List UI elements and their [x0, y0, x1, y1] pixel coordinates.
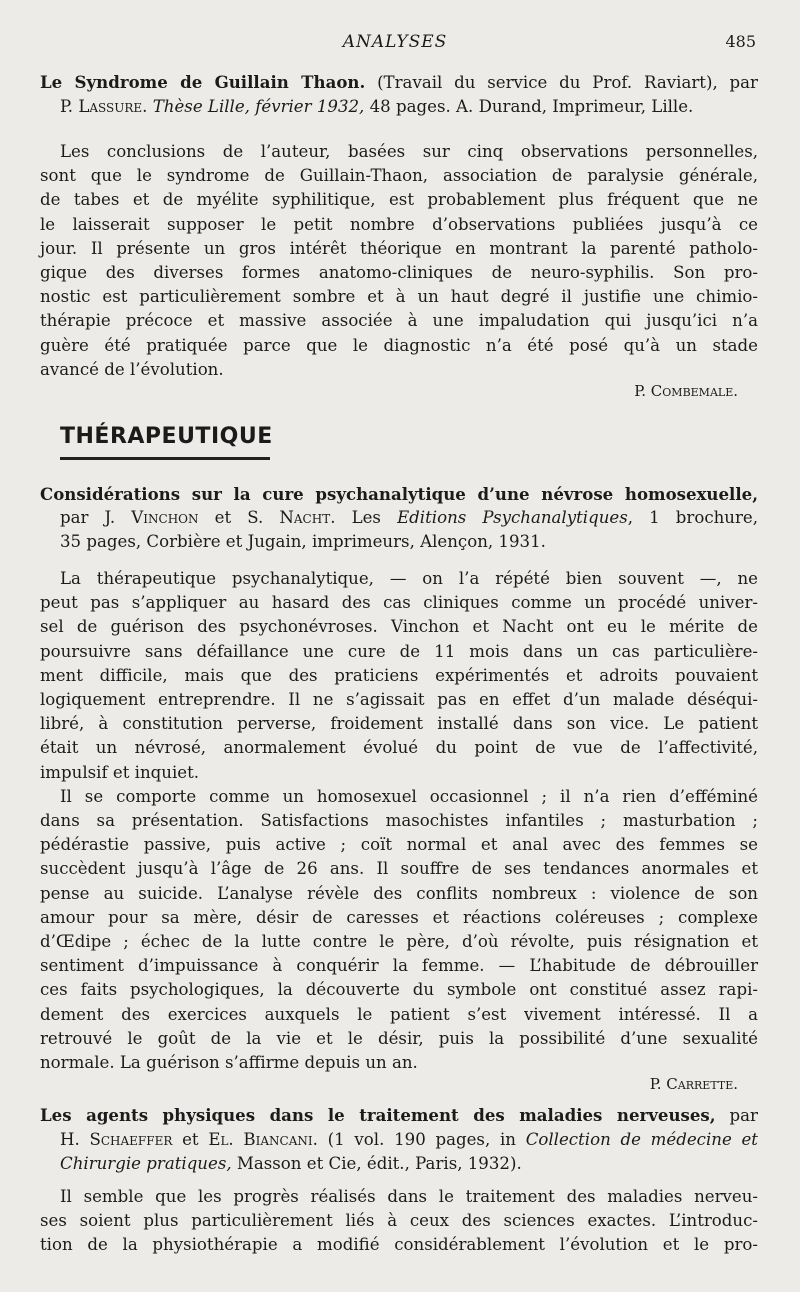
article-author: P. Lassure. [60, 97, 148, 117]
section-underline [60, 457, 270, 460]
article-1-citation [40, 70, 758, 119]
article-series: Collection de médecine et [525, 1130, 758, 1150]
page-number: 485 [725, 32, 756, 51]
article-2-body [40, 567, 758, 1093]
paragraph-line: d’Œdipe ; échec de la lutte contre le père, d’où révolte, puis résignation et [40, 932, 758, 952]
article-details: (1 vol. 190 pages, in [327, 1130, 516, 1150]
article-3-body [40, 1185, 758, 1258]
paragraph-line: dans sa présentation. Satisfactions masochistes infantiles ; masturbation ; [40, 811, 758, 831]
article-details: 48 pages. A. Durand, Imprimeur, Lille. [369, 97, 694, 117]
paragraph-line: logiquement entreprendre. Il ne s’agissait pas en effet d’un malade déséqui- [40, 690, 758, 710]
article-details: Masson et Cie, édit., Paris, 1932). [236, 1154, 522, 1174]
paragraph-line: avancé de l’évolution. [40, 359, 224, 379]
running-title: ANALYSES [342, 32, 448, 52]
paragraph-line: Les conclusions de l’auteur, basées sur cinq observations personnelles, [60, 142, 758, 161]
paragraph-line: thérapie précoce et massive associée à une impaludation qui jusqu’ici n’a [40, 311, 758, 331]
paragraph-line: ses soient plus particulièrement liés à ceux des sciences exactes. L’introduc- [40, 1211, 758, 1231]
article-title: Considérations sur la cure psychanalytique d’une névrose homosexuelle, [40, 484, 758, 504]
article-title: Les agents physiques dans le traitement des maladies nerveuses, [40, 1105, 716, 1125]
article-1-body [40, 140, 758, 400]
paragraph-line: ment difficile, mais que des praticiens expérimentés et adroits pouvaient [40, 665, 758, 685]
paragraph-line: de tabes et de myélite syphilitique, est probablement plus fréquent que ne [40, 190, 758, 210]
paragraph-line: tion de la physiothérapie a modifié considérablement l’évolution et le pro- [40, 1235, 758, 1255]
signature: P. Combemale. [634, 382, 738, 401]
section-title: THÉRAPEUTIQUE [60, 424, 273, 449]
paragraph-line: amour pour sa mère, désir de caresses et réactions coléreuses ; complexe [40, 907, 758, 927]
article-mid: . Les [330, 508, 381, 528]
article-3-citation [40, 1103, 758, 1177]
article-by: par [729, 1106, 758, 1125]
article-details-line: 35 pages, Corbière et Jugain, imprimeurs, Alençon, 1931. [60, 532, 546, 552]
paragraph-line: sont que le syndrome de Guillain-Thaon, association de paralysie générale, [40, 166, 758, 186]
paragraph-line: jour. Il présente un gros intérêt théorique en montrant la parenté patholo- [40, 238, 758, 258]
article-author: H. Schaeffer [60, 1130, 173, 1150]
paragraph-line: peut pas s’appliquer au hasard des cas cliniques comme un procédé univer- [40, 593, 758, 613]
paragraph-line: retrouvé le goût de la vie et le désir, puis la possibilité d’une sexualité [40, 1028, 758, 1048]
paragraph-line: pédérastie passive, puis active ; coït normal et anal avec des femmes se [40, 835, 758, 855]
paragraph-line: Il se comporte comme un homosexuel occasionnel ; il n’a rien d’efféminé [60, 786, 758, 806]
paragraph-line: gique des diverses formes anatomo-cliniques de neuro-syphilis. Son pro- [40, 263, 758, 283]
article-info: (Travail du service du Prof. Raviart), par [377, 73, 758, 92]
article-details: , 1 brochure, [627, 508, 759, 528]
article-title: Le Syndrome de Guillain Thaon. [40, 72, 366, 92]
paragraph-line: sel de guérison des psychonévroses. Vinchon et Nacht ont eu le mérite de [40, 617, 758, 637]
article-series: Chirurgie pratiques, [60, 1154, 232, 1174]
paragraph-line: poursuivre sans défaillance une cure de 11 mois dans un cas particulière- [40, 641, 758, 661]
article-by: par J. [60, 508, 116, 528]
page-header [0, 32, 800, 56]
article-and: et S. [214, 508, 264, 528]
paragraph-line: était un névrosé, anormalement évolué du point de vue de l’affectivité, [40, 738, 758, 758]
paragraph-line: Il semble que les progrès réalisés dans le traitement des maladies nerveu- [60, 1187, 758, 1206]
paragraph-line: le laisserait supposer le petit nombre d’observations publiées jusqu’à ce [40, 214, 758, 234]
paragraph-line: libré, à constitution perverse, froidement installé dans son vice. Le patient [40, 714, 758, 734]
article-author: Nacht [279, 508, 331, 528]
paragraph-line: impulsif et inquiet. [40, 762, 200, 782]
paragraph-line: pense au suicide. L’analyse révèle des conflits nombreux : violence de son [40, 883, 758, 903]
article-publication: Editions Psychanalytiques [397, 508, 628, 528]
paragraph-line: sentiment d’impuissance à conquérir la femme. — L’habitude de débrouiller [40, 956, 758, 976]
article-and: et [182, 1130, 199, 1150]
article-publication: Thèse Lille, février 1932, [152, 97, 365, 117]
paragraph-line: ces faits psychologiques, la découverte du symbole ont constitué assez rapi- [40, 980, 758, 1000]
paragraph-line: nostic est particulièrement sombre et à un haut degré il justifie une chimio- [40, 287, 758, 307]
paragraph-line: dement des exercices auxquels le patient s’est vivement intéressé. Il a [40, 1004, 758, 1024]
signature: P. Carrette. [649, 1075, 738, 1094]
paragraph-line: guère été pratiquée parce que le diagnostic n’a été posé qu’à un stade [40, 335, 758, 355]
paragraph-line: La thérapeutique psychanalytique, — on l’a répété bien souvent —, ne [60, 569, 758, 588]
article-author: Vinchon [131, 508, 199, 528]
paragraph-line: normale. La guérison s’affirme depuis un an. [40, 1053, 418, 1073]
paragraph-line: succèdent jusqu’à l’âge de 26 ans. Il souffre de ses tendances anormales et [40, 859, 758, 879]
article-author: El. Biancani. [208, 1130, 318, 1150]
article-2-citation [40, 482, 758, 555]
